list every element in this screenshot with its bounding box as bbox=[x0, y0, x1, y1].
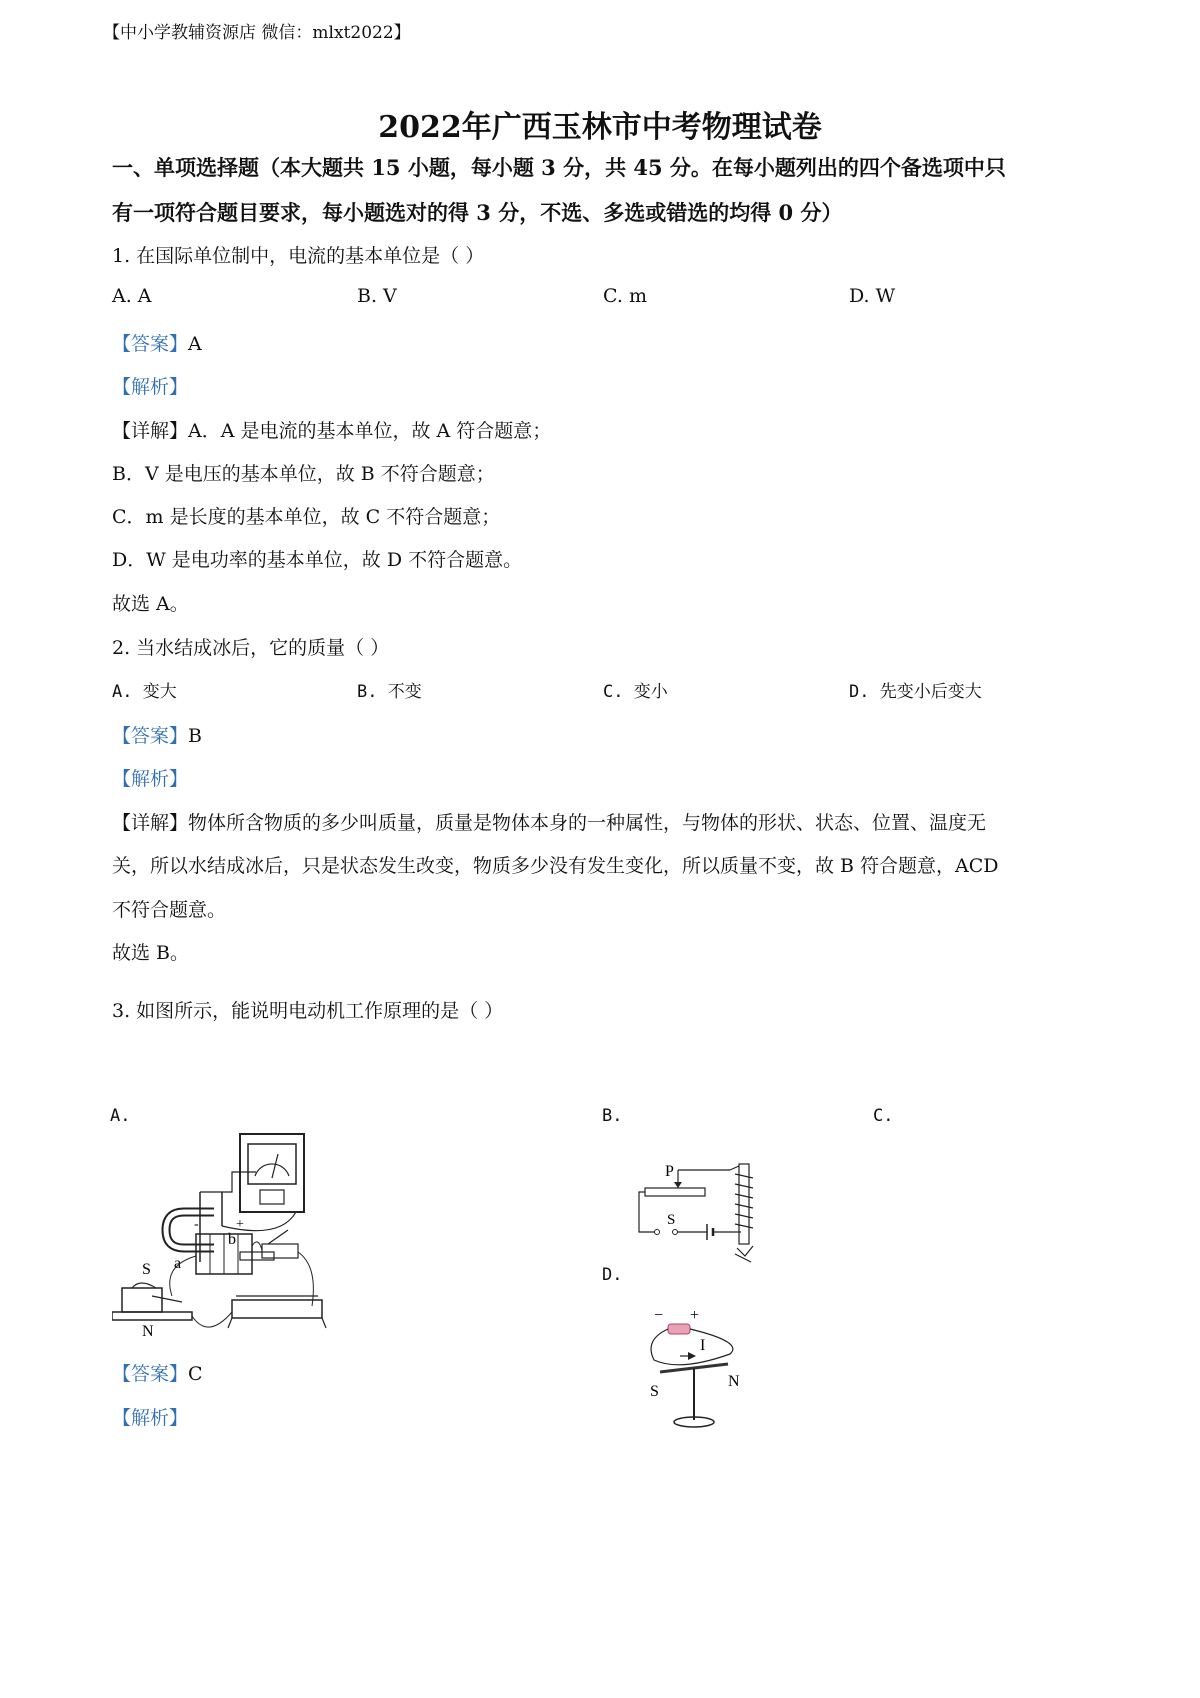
answer-tag: 【答案】 bbox=[112, 725, 189, 747]
q2-analysis-tag: 【解析】 bbox=[112, 768, 189, 790]
detail-tag: 【详解】 bbox=[112, 812, 189, 834]
detail-text: A．A 是电流的基本单位，故 A 符合题意； bbox=[188, 420, 552, 442]
section-heading-line2: 有一项符合题目要求，每小题选对的得 3 分，不选、多选或错选的均得 0 分） bbox=[112, 200, 843, 225]
fig-d-letter-plus: + bbox=[690, 1310, 700, 1324]
fig-a-letter-a: a bbox=[174, 1255, 182, 1270]
figure-c-motor-diagram bbox=[112, 1216, 332, 1351]
q1-option-d: D. W bbox=[849, 285, 896, 307]
answer-value: C bbox=[188, 1363, 203, 1385]
q3-option-d-label: D. bbox=[602, 1265, 623, 1285]
section-heading-line1: 一、单项选择题（本大题共 15 小题，每小题 3 分，共 45 分。在每小题列出的四个备选项中只 bbox=[112, 155, 1006, 180]
q2-detail-2: 关，所以水结成冰后，只是状态发生改变，物质多少没有发生变化，所以质量不变，故 B 符合题意，ACD bbox=[112, 855, 999, 877]
q2-option-a: A. 变大 bbox=[112, 682, 177, 702]
detail-tag: 【详解】 bbox=[112, 420, 189, 442]
fig-d-letter-s: S bbox=[650, 1383, 659, 1400]
fig-c-letter-plus: + bbox=[236, 1217, 244, 1232]
q3-option-a-label: A. bbox=[110, 1106, 131, 1126]
figure-b-electromagnet-diagram bbox=[635, 1158, 785, 1268]
q1-detail-4: D．W 是电功率的基本单位，故 D 不符合题意。 bbox=[112, 549, 523, 571]
answer-value: A bbox=[188, 333, 202, 355]
detail-text: 物体所含物质的多少叫质量，质量是物体本身的一种属性，与物体的形状、状态、位置、温度无 bbox=[188, 812, 987, 834]
q1-detail-3: C．m 是长度的基本单位，故 C 不符合题意； bbox=[112, 506, 501, 528]
q1-answer bbox=[112, 329, 202, 356]
q1-option-a: A. A bbox=[112, 285, 152, 307]
q1-detail-1 bbox=[112, 416, 551, 443]
fig-a-letter-b: b bbox=[228, 1231, 236, 1248]
q3-option-c-label: C. bbox=[873, 1106, 894, 1126]
fig-b-letter-s: S bbox=[667, 1212, 676, 1228]
fig-c-letter-s: S bbox=[142, 1261, 151, 1278]
fig-c-letter-n: N bbox=[142, 1323, 154, 1340]
answer-value: B bbox=[188, 725, 202, 747]
q1-stem: 1. 在国际单位制中，电流的基本单位是（ ） bbox=[112, 245, 485, 267]
fig-d-letter-minus: − bbox=[654, 1310, 664, 1324]
q1-detail-2: B．V 是电压的基本单位，故 B 不符合题意； bbox=[112, 463, 495, 485]
q2-detail-3: 不符合题意。 bbox=[112, 899, 227, 921]
fig-d-letter-n: N bbox=[728, 1373, 740, 1390]
q3-option-b-label: B. bbox=[602, 1106, 623, 1126]
fig-b-letter-p: P bbox=[665, 1163, 674, 1180]
q3-answer bbox=[112, 1359, 203, 1386]
fig-d-letter-i: I bbox=[700, 1337, 706, 1354]
q2-detail-1 bbox=[112, 808, 986, 835]
q1-option-c: C. m bbox=[603, 285, 647, 307]
q1-conclusion: 故选 A。 bbox=[112, 593, 189, 615]
answer-tag: 【答案】 bbox=[112, 333, 189, 355]
q2-option-b: B. 不变 bbox=[357, 682, 422, 702]
q1-analysis-tag: 【解析】 bbox=[112, 376, 189, 398]
page-title: 2022年广西玉林市中考物理试卷 bbox=[378, 110, 822, 145]
page-header: 【中小学教辅资源店 微信：mlxt2022】 bbox=[103, 23, 411, 43]
q2-answer bbox=[112, 721, 202, 748]
figure-d-oersted-diagram bbox=[640, 1310, 770, 1440]
q1-option-b: B. V bbox=[357, 285, 397, 307]
answer-tag: 【答案】 bbox=[112, 1363, 189, 1385]
q2-stem: 2. 当水结成冰后，它的质量（ ） bbox=[112, 637, 390, 659]
q2-option-d: D. 先变小后变大 bbox=[849, 682, 982, 702]
q2-conclusion: 故选 B。 bbox=[112, 942, 190, 964]
q2-option-c: C. 变小 bbox=[603, 682, 668, 702]
fig-c-letter-minus: - bbox=[194, 1217, 199, 1232]
q3-stem: 3. 如图所示，能说明电动机工作原理的是（ ） bbox=[112, 1000, 504, 1022]
q3-analysis-tag: 【解析】 bbox=[112, 1407, 189, 1429]
